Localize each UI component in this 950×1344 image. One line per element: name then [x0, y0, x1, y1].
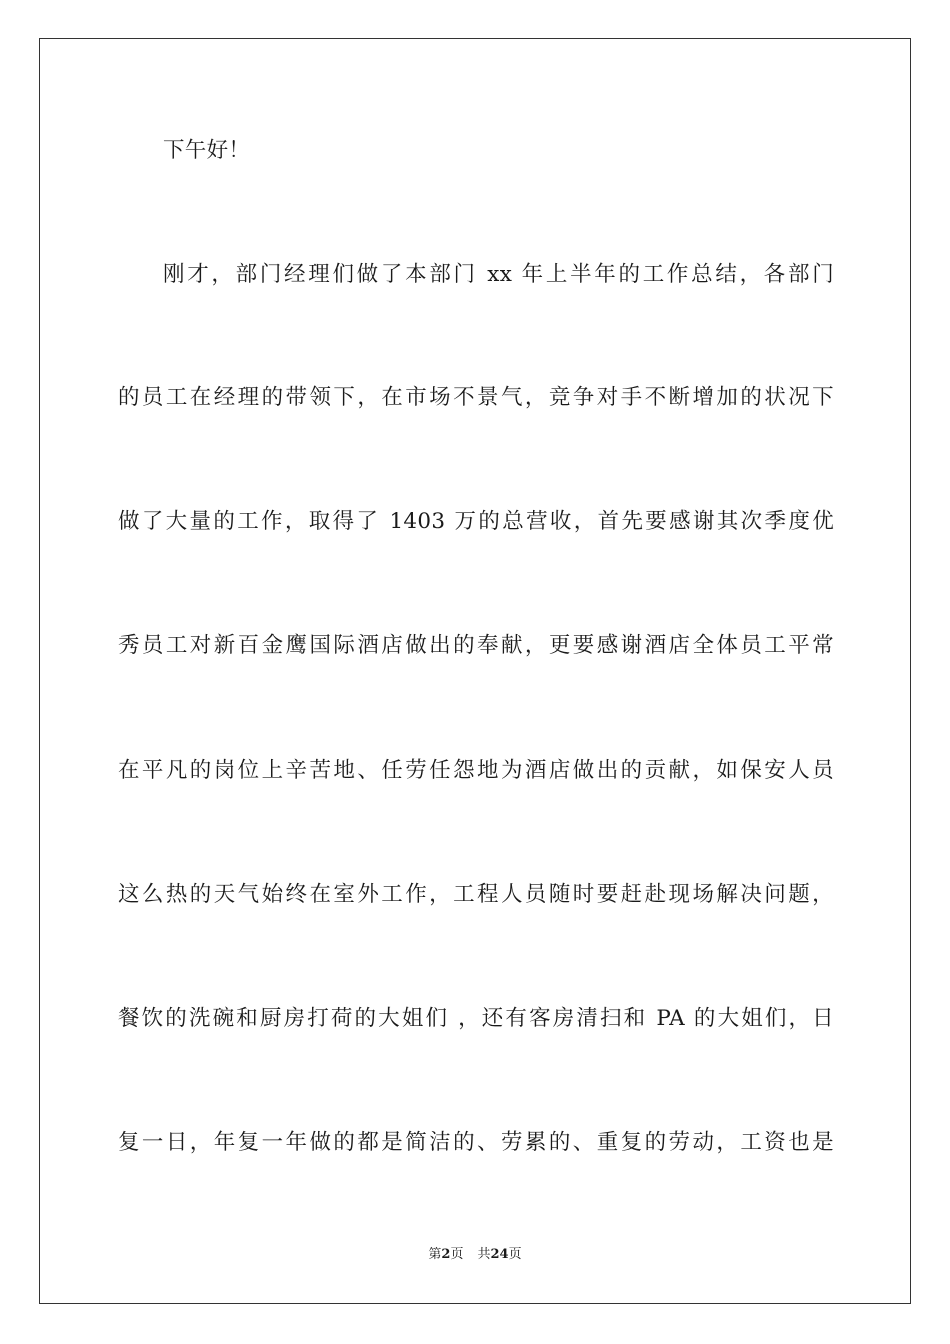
paragraph-line-8: 复一日，年复一年做的都是简洁的、劳累的、重复的劳动，工资也是	[118, 1130, 834, 1155]
paragraph-line-5: 在平凡的岗位上辛苦地、任劳任怨地为酒店做出的贡献，如保安人员	[118, 758, 834, 783]
paragraph-line-4: 秀员工对新百金鹰国际酒店做出的奉献，更要感谢酒店全体员工平常	[118, 633, 834, 658]
greeting-text: 下午好！	[163, 138, 251, 163]
paragraph-line-7: 餐饮的洗碗和厨房打荷的大姐们 ，还有客房清扫和 PA 的大姐们，日	[118, 1006, 834, 1031]
paragraph-line-2: 的员工在经理的带领下，在市场不景气，竞争对手不断增加的状况下	[118, 385, 834, 410]
page-footer	[0, 1246, 950, 1264]
paragraph-line-1: 刚才，部门经理们做了本部门 xx 年上半年的工作总结，各部门	[163, 262, 834, 287]
paragraph-line-3: 做了大量的工作，取得了 1403 万的总营收，首先要感谢其次季度优	[118, 509, 834, 534]
page-total-label: 共24页	[477, 1247, 522, 1262]
paragraph-line-6: 这么热的天气始终在室外工作，工程人员随时要赶赴现场解决问题，	[118, 882, 834, 907]
page-border	[39, 38, 911, 1304]
page-number-label: 第2页	[428, 1247, 464, 1262]
